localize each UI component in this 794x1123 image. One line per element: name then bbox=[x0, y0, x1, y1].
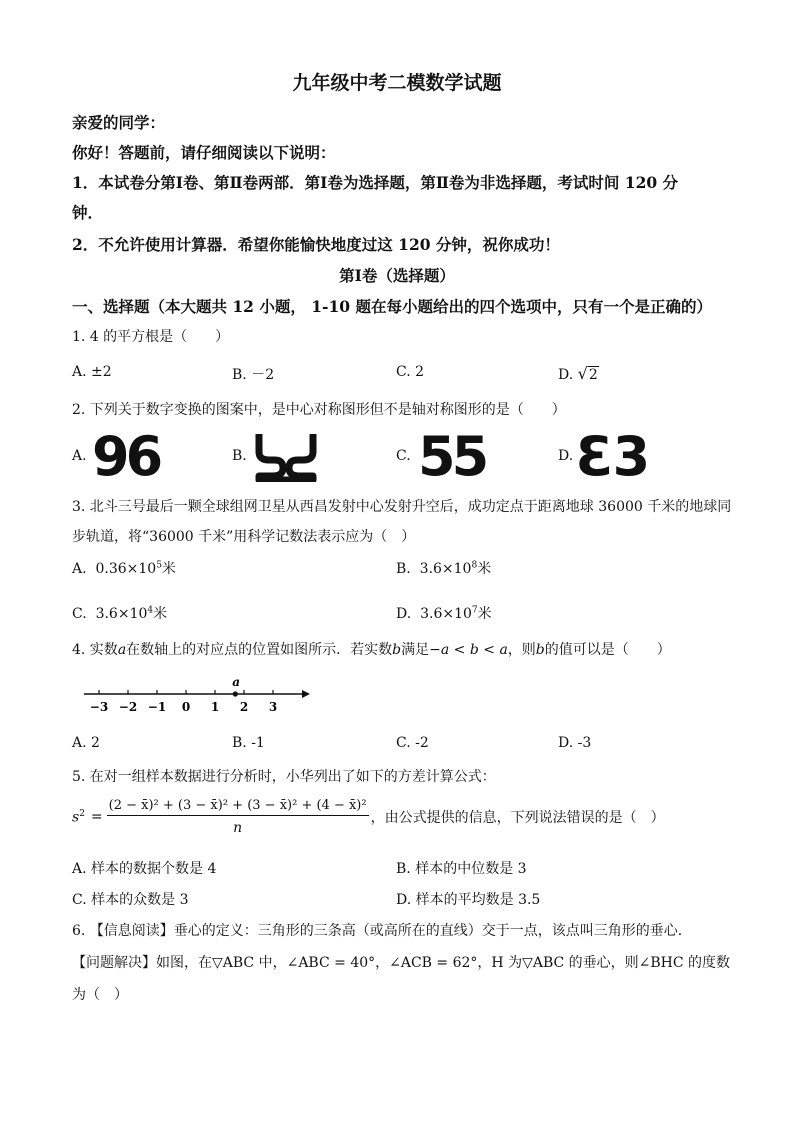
question-6-line2: 【问题解决】如图，在▽ABC 中，∠ABC = 40°，∠ACB = 62°，H 为▽ABC 的垂心，则∠BHC 的度数 bbox=[72, 955, 731, 971]
instruction-1-cont: 钟． bbox=[72, 203, 104, 222]
question-3-option-a bbox=[72, 558, 176, 578]
question-5-option-d: D. 样本的平均数是 3.5 bbox=[396, 892, 541, 908]
lhs-symbol: s bbox=[72, 809, 80, 826]
question-1-option-c: C. 2 bbox=[396, 364, 425, 380]
question-5-option-a: A. 样本的数据个数是 4 bbox=[72, 861, 217, 877]
radicand: 2 bbox=[588, 367, 598, 383]
question-5-option-c: C. 样本的众数是 3 bbox=[72, 892, 189, 908]
question-2-option-d-figure: 33 bbox=[579, 425, 647, 488]
question-1-option-a: A. ±2 bbox=[72, 364, 112, 380]
question-4-option-b: B. -1 bbox=[232, 735, 265, 751]
question-4-option-c: C. -2 bbox=[396, 735, 429, 751]
instruction-1: 1．本试卷分第Ⅰ卷、第Ⅱ卷两部．第Ⅰ卷为选择题，第Ⅱ卷为非选择题，考试时间 120 分 bbox=[72, 173, 679, 192]
question-1-option-d bbox=[558, 364, 599, 383]
question-3-option-c bbox=[72, 603, 167, 623]
fraction bbox=[107, 798, 369, 836]
stem-text: ，则 bbox=[507, 642, 536, 658]
stem-text: 4. 实数 bbox=[72, 642, 118, 658]
question-2-option-b-figure bbox=[255, 430, 317, 486]
exponent: 4 bbox=[147, 605, 154, 616]
axis-tick-label: 2 bbox=[239, 700, 249, 714]
question-2-option-a-label: A. bbox=[72, 448, 87, 464]
question-4-option-a: A. 2 bbox=[72, 735, 100, 751]
coefficient: 3.6×10 bbox=[419, 561, 472, 577]
page-title: 九年级中考二模数学试题 bbox=[292, 72, 502, 94]
question-3-stem-line1: 3. 北斗三号最后一颗全球组网卫星从西昌发射中心发射升空后，成功定点于距离地球 36000 千米的地球同 bbox=[72, 499, 732, 515]
stem-text: 满足 bbox=[401, 642, 430, 658]
exponent: 8 bbox=[471, 560, 478, 571]
option-label: C. bbox=[72, 606, 87, 622]
question-1-stem: 1. 4 的平方根是（ ） bbox=[72, 329, 230, 345]
section-title: 第Ⅰ卷（选择题） bbox=[339, 266, 455, 285]
formula-followup: ，由公式提供的信息，下列说法错误的是（ ） bbox=[370, 810, 665, 826]
axis-tick-label: −3 bbox=[89, 700, 109, 714]
unit: 米 bbox=[477, 561, 492, 577]
question-2-option-a-figure: 96 bbox=[92, 425, 160, 488]
exponent: 7 bbox=[471, 605, 478, 616]
point-a-label: a bbox=[232, 675, 241, 689]
question-3-stem-line2: 步轨道，将“36000 千米”用科学记数法表示应为（ ） bbox=[72, 529, 416, 545]
axis-arrow bbox=[302, 690, 310, 698]
number-line-figure bbox=[82, 674, 312, 716]
inequality: −a < b < a bbox=[429, 642, 508, 658]
variable-a: a bbox=[117, 642, 127, 658]
variance-formula: $s^2$ = $\frac{\text{(2 − x̄)² + (3 − x̄)² + (3 − x̄)² + (4 − x̄)²}}{n}$ ，由公式提供的信息，下列说法错误的是（ ） bbox=[72, 798, 665, 836]
unit: 米 bbox=[477, 606, 492, 622]
option-label: D. bbox=[558, 367, 574, 383]
question-2-option-c-label: C. bbox=[396, 448, 411, 464]
axis-tick-label: −2 bbox=[118, 700, 138, 714]
question-6-line3: 为（ ） bbox=[72, 987, 128, 1003]
part-heading: 一、选择题（本大题共 12 小题， 1-10 题在每小题给出的四个选项中，只有一个是正确的） bbox=[72, 297, 712, 316]
numerator: (2 − x̄)² + (3 − x̄)² + (3 − x̄)² + (4 − x̄)² bbox=[108, 798, 367, 813]
option-label: A. bbox=[72, 561, 87, 577]
number-line bbox=[82, 674, 312, 720]
question-5-option-b: B. 样本的中位数是 3 bbox=[396, 861, 527, 877]
square-root: √2 bbox=[577, 364, 598, 383]
unit: 米 bbox=[161, 561, 176, 577]
axis-tick-label: 3 bbox=[268, 700, 278, 714]
axis-tick-label: 0 bbox=[181, 700, 191, 714]
question-2-option-c-figure: 55 bbox=[418, 425, 486, 488]
question-3-option-d bbox=[396, 603, 492, 623]
question-2-option-d-label: D. bbox=[558, 448, 574, 464]
question-4-option-d: D. -3 bbox=[558, 735, 592, 751]
unit: 米 bbox=[153, 606, 168, 622]
question-4-stem bbox=[72, 639, 671, 659]
coefficient: 3.6×10 bbox=[420, 606, 472, 622]
question-3-option-b bbox=[396, 558, 491, 578]
glyph: 3 bbox=[612, 425, 647, 488]
question-6-line1: 6. 【信息阅读】垂心的定义：三角形的三条高（或高所在的直线）交于一点，该点叫三角形的垂心． bbox=[72, 923, 692, 939]
axis-tick-label: −1 bbox=[147, 700, 167, 714]
formula-lhs: $s^2$ bbox=[72, 808, 85, 826]
coefficient: 0.36×10 bbox=[95, 561, 157, 577]
point-a bbox=[233, 691, 238, 696]
denominator: n bbox=[107, 815, 369, 836]
variable-b: b bbox=[392, 642, 402, 658]
greeting: 亲爱的同学： bbox=[72, 113, 166, 132]
coefficient: 3.6×10 bbox=[95, 606, 148, 622]
axis-tick-label: 1 bbox=[210, 700, 220, 714]
instruction-intro: 你好！答题前，请仔细阅读以下说明： bbox=[72, 143, 336, 162]
stem-text: 在数轴上的对应点的位置如图所示．若实数 bbox=[126, 642, 393, 658]
exponent: 5 bbox=[156, 560, 162, 571]
option-label: B. bbox=[396, 561, 411, 577]
question-2-stem: 2. 下列关于数字变换的图案中，是中心对称图形但不是轴对称图形的是（ ） bbox=[72, 402, 566, 418]
variable-b: b bbox=[535, 642, 545, 658]
question-2-option-b-label: B. bbox=[232, 448, 247, 464]
stem-text: 的值可以是（ ） bbox=[544, 642, 671, 658]
option-label: D. bbox=[396, 606, 412, 622]
instruction-2: 2．不允许使用计算器．希望你能愉快地度过这 120 分钟，祝你成功！ bbox=[72, 235, 560, 254]
question-5-stem: 5. 在对一组样本数据进行分析时，小华列出了如下的方差计算公式： bbox=[72, 769, 496, 785]
question-1-option-b: B. －2 bbox=[232, 367, 275, 383]
